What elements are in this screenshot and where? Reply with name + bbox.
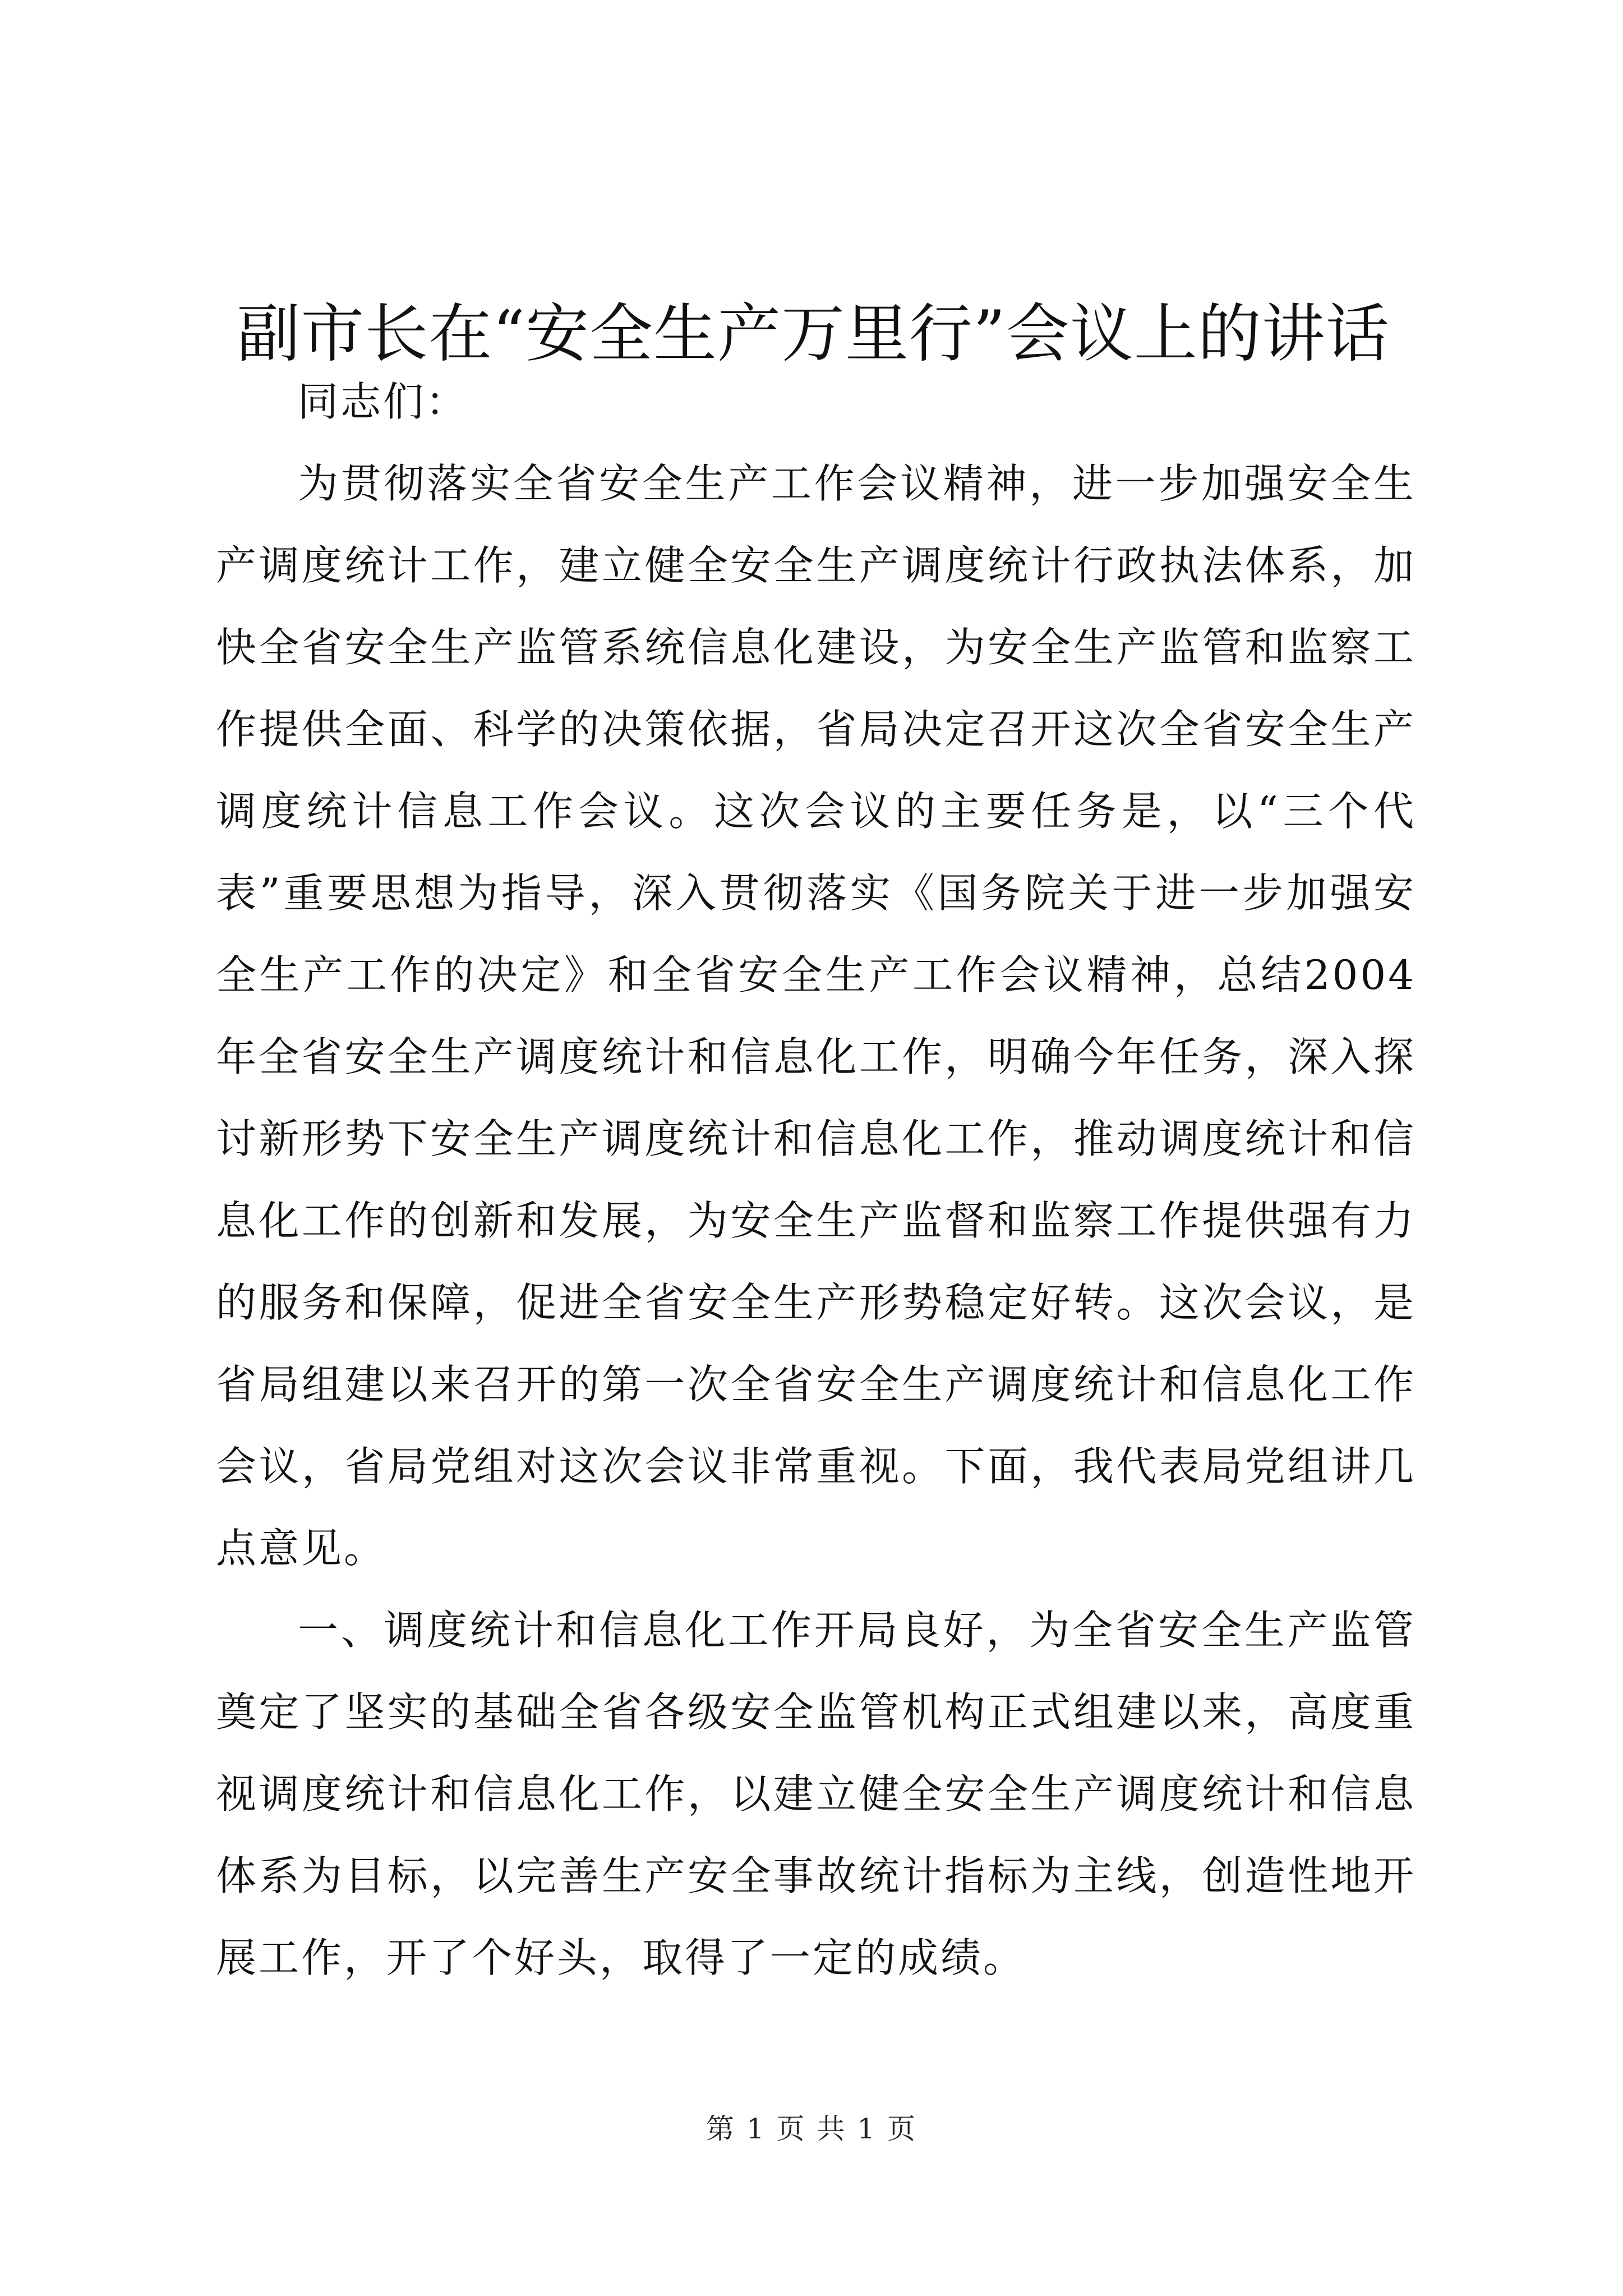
document-body [216,361,1416,1999]
document-title: 副市长在“安全生产万里行”会议上的讲话 [237,297,1390,371]
body-paragraph: 一、调度统计和信息化工作开局良好，为全省安全生产监管奠定了坚实的基础全省各级安全监管机构正式组建以来，高度重视调度统计和信息化工作，以建立健全安全生产调度统计和信息体系为目标，以完善生产安全事故统计指标为主线，创造性地开展工作，开了个好头，取得了一定的成绩。 [216,1607,1416,1981]
salutation: 同志们： [298,378,469,425]
body-paragraph: 为贯彻落实全省安全生产工作会议精神，进一步加强安全生产调度统计工作，建立健全安全生产调度统计行政执法体系，加快全省安全生产监管系统信息化建设，为安全生产监管和监察工作提供全面、科学的决策依据，省局决定召开这次全省安全生产调度统计信息工作会议。这次会议的主要任务是，以“三个代表”重要思想为指导，深入贯彻落实《国务院关于进一步加强安全生产工作的决定》和全省安全生产工作会议精神，总结2004年全省安全生产调度统计和信息化工作，明确今年任务，深入探讨新形势下安全生产调度统计和信息化工作，推动调度统计和信息化工作的创新和发展，为安全生产监督和监察工作提供强有力的服务和保障，促进全省安全生产形势稳定好转。这次会议，是省局组建以来召开的第一次全省安全生产调度统计和信息化工作会议，省局党组对这次会议非常重视。下面，我代表局党组讲几点意见。 [216,460,1416,1572]
page-number-footer: 第 1 页 共 1 页 [706,2113,917,2145]
